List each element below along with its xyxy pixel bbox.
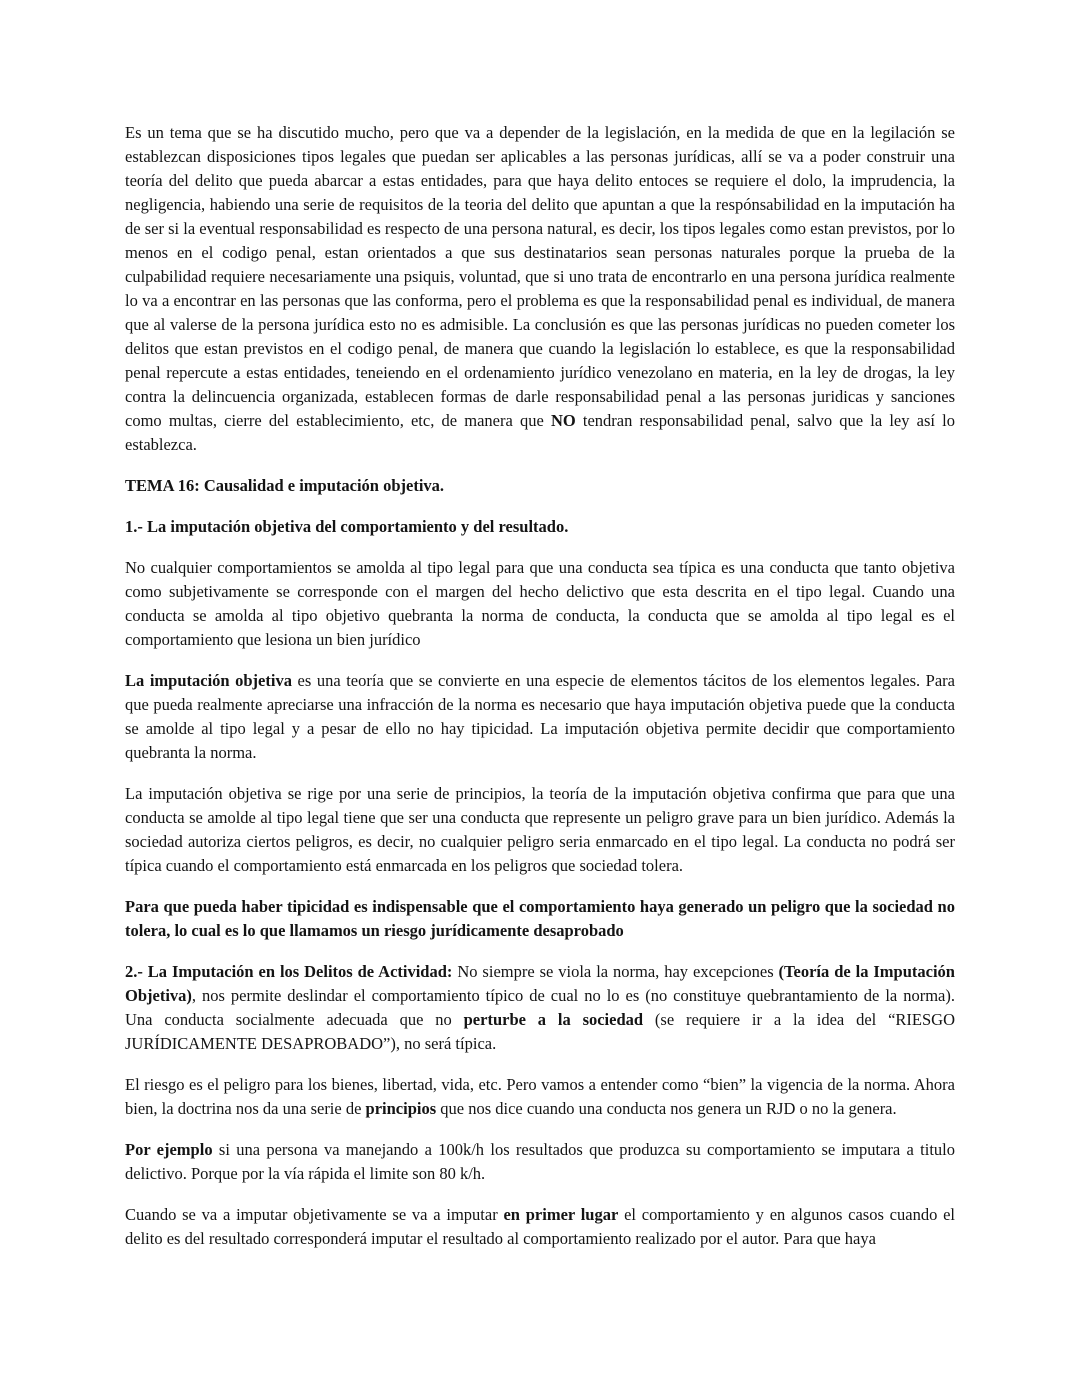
paragraph xyxy=(125,895,955,943)
text-run: es una teoría que se convierte en una especie de elementos tácitos de los elementos legales. Para que pueda realmente apreciarse una infracción de la norma es necesario que haya imputación objetiva puede que la conducta se amolde al tipo legal y a pesar de ello no hay tipicidad. La imputación objetiva permite decidir que comportamiento quebranta la norma. xyxy=(125,671,956,762)
paragraph xyxy=(125,121,955,457)
text-run: Por ejemplo xyxy=(125,1140,213,1159)
text-run: 1.- La imputación objetiva del comportamiento y del resultado. xyxy=(125,517,569,536)
paragraph xyxy=(125,669,955,765)
text-run: , nos permite deslindar el comportamiento típico de cual no lo es (no constituye quebrantamiento de la norma). Una conducta socialmente adecuada que no xyxy=(125,986,955,1029)
text-run: que nos dice cuando una conducta nos genera un RJD o no la genera. xyxy=(436,1099,897,1118)
paragraph xyxy=(125,1073,955,1121)
text-run: TEMA 16: Causalidad e imputación objetiva. xyxy=(125,476,445,495)
paragraph xyxy=(125,1138,955,1186)
paragraph xyxy=(125,556,955,652)
text-run: Es un tema que se ha discutido mucho, pero que va a depender de la legislación, en la medida de que en la legilación se establezcan disposiciones tipos legales que puedan ser aplicables a las personas jurídicas, allí se va a poder construir una teoría del delito que pueda abarcar a estas entidades, para que haya delito entoces se requiere el dolo, la imprudencia, la negligencia, habiendo una serie de requisitos de la teoria del delito que apuntan a que la respónsabilidad en la imputación ha de ser si la eventual responsabilidad es respecto de una persona natural, es decir, los tipos legales como estan previstos, por lo menos en el codigo penal, estan orientados a que sus destinatarios sean personas naturales porque la prueba de la culpabilidad requiere necesariamente una psiquis, voluntad, que si uno trata de encontrarlo en una persona jurídica realmente lo va a encontrar en las personas que las conforma, pero el problema es que la responsabilidad penal es individual, de manera que al valerse de la persona jurídica esto no es admisible. La conclusión es que las personas jurídicas no pueden cometer los delitos que estan previstos en el codigo penal, de manera que cuando la legislación lo establece, es que la responsabilidad penal repercute a estas entidades, teneiendo en el ordenamiento jurídico venezolano en materia, en la ley de drogas, la ley contra la delincuencia organizada, establecen formas de darle responsabilidad penal a las personas juridicas y sanciones como multas, cierre del establecimiento, etc, de manera que xyxy=(125,123,955,430)
section-heading xyxy=(125,474,955,498)
text-run: No cualquier comportamientos se amolda al tipo legal para que una conducta sea típica es una conducta que tanto objetiva como subjetivamente se corresponde con el margen del hecho delictivo que esta descrita en el tipo legal. Cuando una conducta se amolda al tipo objetivo quebranta la norma de conducta, la conducta que se amolda al tipo legal es el comportamiento que lesiona un bien jurídico xyxy=(125,558,955,649)
paragraph xyxy=(125,782,955,878)
text-run: Cuando se va a imputar objetivamente se va a imputar xyxy=(125,1205,504,1224)
text-run: en primer lugar xyxy=(503,1205,619,1224)
text-run: principios xyxy=(365,1099,437,1118)
document-body xyxy=(125,121,955,1251)
text-run: 2.- La Imputación en los Delitos de Actividad: xyxy=(125,962,453,981)
paragraph xyxy=(125,960,955,1056)
paragraph xyxy=(125,1203,955,1251)
text-run: No siempre se viola la norma, hay excepciones xyxy=(452,962,779,981)
text-run: La imputación objetiva se rige por una serie de principios, la teoría de la imputación objetiva confirma que para que una conducta se amolde al tipo legal tiene que ser una conducta que represente un peligro grave para un bien jurídico. Además la sociedad autoriza ciertos peligros, es decir, no cualquier peligro seria enmarcado en el tipo legal. La conducta no podrá ser típica cuando el comportamiento está enmarcada en los peligros que sociedad tolera. xyxy=(125,784,955,875)
text-run: (se requiere ir a la idea del “RIESGO JURÍDICAMENTE DESAPROBADO”), no será típica. xyxy=(125,1010,955,1053)
text-run: (Teoría de la Imputación Objetiva) xyxy=(125,962,955,1005)
text-run: si una persona va manejando a 100k/h los resultados que produzca su comportamiento se imputara a titulo delictivo. Porque por la vía rápida el limite son 80 k/h. xyxy=(125,1140,955,1183)
section-heading xyxy=(125,515,955,539)
text-run: el comportamiento y en algunos casos cuando el delito es del resultado corresponderá imputar el resultado al comportamiento realizado por el autor. Para que haya xyxy=(125,1205,956,1248)
text-run: tendran responsabilidad penal, salvo que la ley así lo establezca. xyxy=(125,411,955,454)
text-run: La imputación objetiva xyxy=(125,671,292,690)
text-run: perturbe a la sociedad xyxy=(463,1010,644,1029)
text-run: NO xyxy=(550,411,576,430)
text-run: El riesgo es el peligro para los bienes, libertad, vida, etc. Pero vamos a entender como “bien” la vigencia de la norma. Ahora bien, la doctrina nos da una serie de xyxy=(125,1075,955,1118)
text-run: Para que pueda haber tipicidad es indispensable que el comportamiento haya generado un peligro que la sociedad no tolera, lo cual es lo que llamamos un riesgo jurídicamente desaprobado xyxy=(125,897,955,940)
